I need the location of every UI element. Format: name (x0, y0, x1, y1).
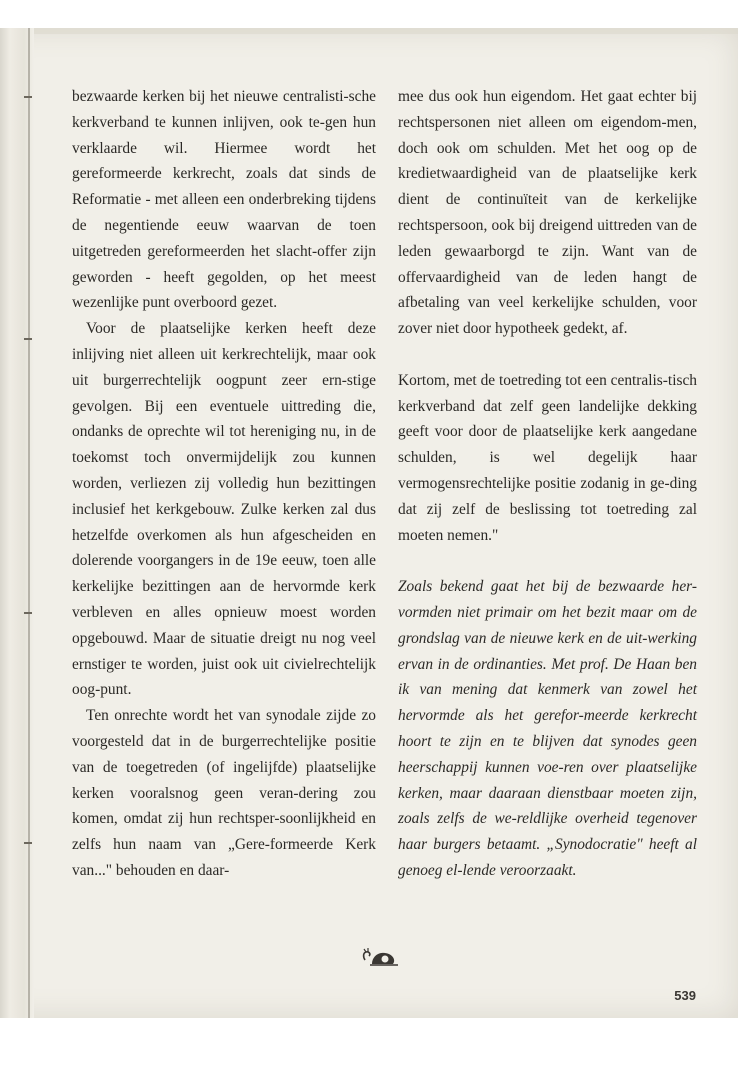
paragraph: Ten onrechte wordt het van synodale zijde zo voorgesteld dat in de burgerrechtelijke positie van de toegetreden (of ingelijfde) plaatselijke kerken vooralsnog geen veran-dering zou komen, omdat zij hun rechtsper-soonlijkheid en zelfs hun naam van „Gere-formeerde Kerk van..." behouden en daar- (72, 707, 376, 879)
margin-mark (24, 842, 32, 844)
margin-mark (24, 338, 32, 340)
left-column (72, 84, 376, 884)
margin-mark (24, 612, 32, 614)
page-gutter (0, 28, 34, 1018)
paragraph: mee dus ook hun eigendom. Het gaat echter bij rechtspersonen niet alleen om eigendom-men, doch ook om schulden. Met het oog op de kredietwaardigheid van de plaatselijke kerk dient de continuïteit van de kerkelijke rechtspersoon, ook bij dreigend uittreden van de leden gewaarborgd te zijn. Want van de offervaardigheid van de leden hangt de afbetaling van veel kerkelijke schulden, voor zover niet door hypotheek gedekt, af. (398, 88, 697, 338)
margin-mark (24, 96, 32, 98)
paragraph: Kortom, met de toetreding tot een centralis-tisch kerkverband dat zelf geen landelijke dekking geeft voor door de plaatselijke kerk aangedane schulden, is wel degelijk haar vermogensrechtelijke positie zodanig in ge-ding dat zij zelf de beslissing tot toetreding zal moeten nemen." (398, 371, 697, 544)
page-number: 539 (674, 988, 696, 1003)
page-top-edge (34, 28, 738, 34)
paragraph: Voor de plaatselijke kerken heeft deze inlijving niet alleen uit kerkrechtelijk, maar ook uit burgerrechtelijk oogpunt zeer ern-stige gevolgen. Bij een eventuele uittreding die, ondanks de oprechte wil tot hereniging nu, in de toekomst toch onvermijdelijk zou kunnen worden, verliezen zij volledig hun bezittingen inclusief het kerkgebouw. Zulke kerken zal dus hetzelfde overkomen als hun afgescheiden en dolerende voorgangers in de 19e eeuw, toen alle kerkelijke bezittingen aan de hervormde kerk verbleven en alles opnieuw moest worden opgebouwd. Maar de situatie dreigt nu nog veel ernstiger te worden, juist ook uit civielrechtelijk oog-punt. (72, 320, 376, 699)
snail-ornament-icon (362, 946, 402, 968)
italic-paragraph: Zoals bekend gaat het bij de bezwaarde her-vormden niet primair om het bezit maar om de grondslag van de nieuwe kerk en de uit-werking ervan in de ordinanties. Met prof. De Haan ben ik van mening dat kenmerk van zowel het hervormde als het gerefor-meerde kerkrecht hoort te zijn en te blijven dat synodes geen heerschappij kunnen voe-ren over plaatselijke kerken, maar daaraan dienstbaar moeten zijn, zoals zelfs de we-reldlijke overheid tegenover haar burgers betaamt. „Synodocratie" heeft al genoeg el-lende veroorzaakt. (398, 578, 697, 879)
paragraph: bezwaarde kerken bij het nieuwe centralisti-sche kerkverband te kunnen inlijven, ook te-gen hun verklaarde wil. Hiermee wordt het gereformeerde kerkrecht, zoals dat sinds de Reformatie - met alleen een onderbreking tijdens de negentiende eeuw waarvan de toen uitgetreden gereformeerden het slacht-offer zijn geworden - heeft gegolden, op het meest wezenlijke punt overboord gezet. (72, 88, 376, 312)
right-column (398, 84, 697, 884)
